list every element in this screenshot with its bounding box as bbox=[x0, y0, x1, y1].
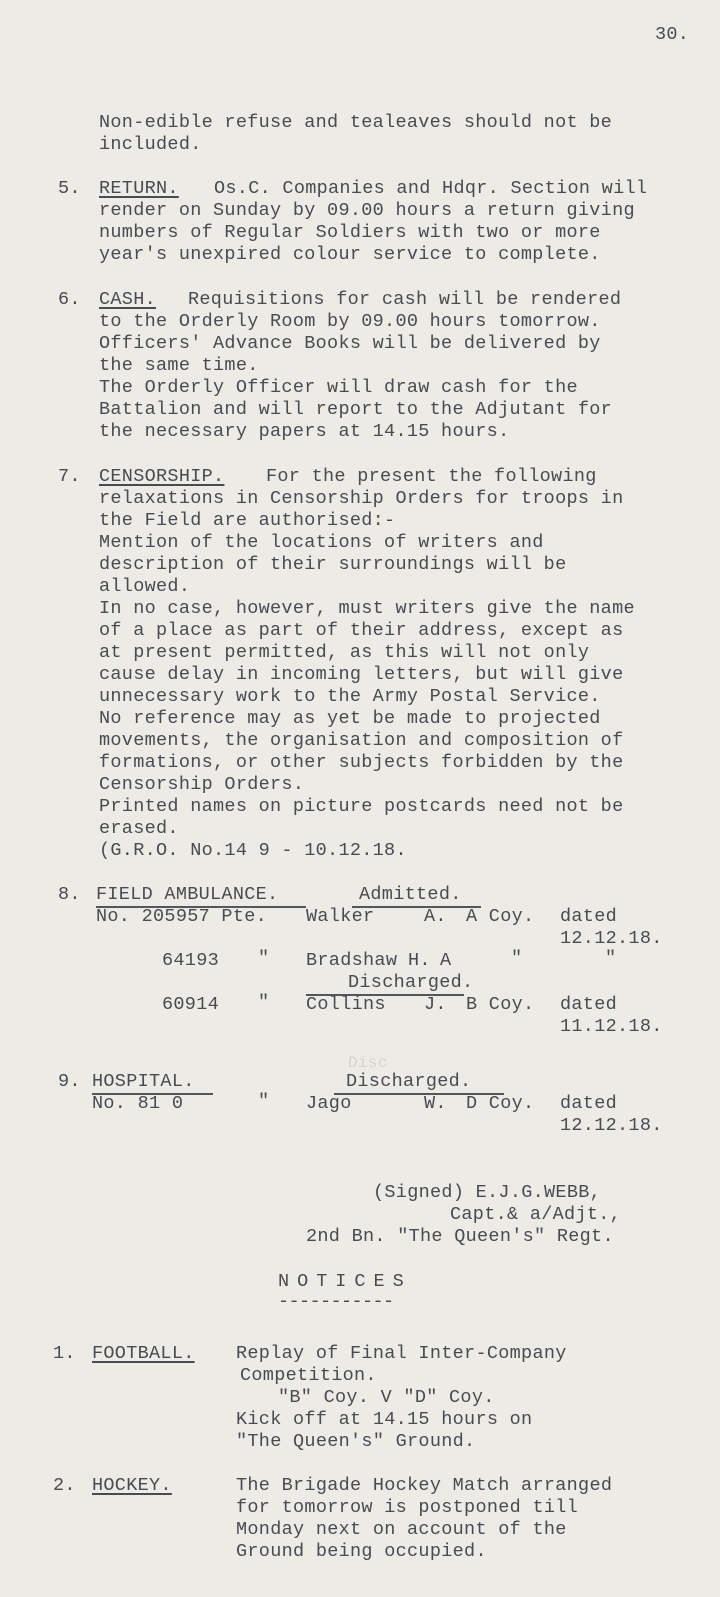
date: 11.12.18. bbox=[560, 1016, 663, 1037]
item-line: unnecessary work to the Army Postal Service. bbox=[99, 686, 601, 707]
service-number: 64193 bbox=[162, 950, 220, 971]
soldier-initials: J. bbox=[424, 994, 447, 1015]
item-line: Requisitions for cash will be rendered bbox=[188, 289, 622, 310]
soldier-company: A Coy. bbox=[466, 906, 535, 927]
item-number: 9. bbox=[58, 1071, 81, 1092]
item-line: year's unexpired colour service to complete. bbox=[99, 244, 601, 265]
service-number: No. 81 0 bbox=[92, 1093, 184, 1114]
notices-title: NOTICES bbox=[278, 1271, 412, 1292]
item-number: 5. bbox=[58, 178, 81, 199]
soldier-name: Jago bbox=[306, 1093, 352, 1114]
item-heading: HOSPITAL. bbox=[92, 1071, 195, 1092]
intro-line: Non-edible refuse and tealeaves should not be bbox=[99, 112, 613, 133]
dated-label: dated bbox=[560, 994, 618, 1015]
ditto-mark: " bbox=[258, 1091, 270, 1112]
item-heading: RETURN. bbox=[99, 178, 179, 199]
item-line: In no case, however, must writers give the name bbox=[99, 598, 635, 619]
item-number: 8. bbox=[58, 884, 81, 905]
item-line: the same time. bbox=[99, 355, 259, 376]
discharged-label: Discharged. bbox=[346, 1071, 472, 1092]
item-heading: CENSORSHIP. bbox=[99, 466, 225, 487]
item-line: Os.C. Companies and Hdqr. Section will bbox=[214, 178, 648, 199]
notice-line: The Brigade Hockey Match arranged bbox=[236, 1475, 613, 1496]
dated-label: dated bbox=[560, 1093, 618, 1114]
signature-line: 2nd Bn. "The Queen's" Regt. bbox=[306, 1226, 614, 1247]
admitted-label: Admitted. bbox=[359, 884, 462, 905]
ditto-mark: " bbox=[258, 992, 270, 1013]
item-line: numbers of Regular Soldiers with two or more bbox=[99, 222, 601, 243]
signature-line: (Signed) E.J.G.WEBB, bbox=[373, 1182, 602, 1203]
notice-line: Competition. bbox=[240, 1365, 377, 1386]
item-number: 6. bbox=[58, 289, 81, 310]
item-line: movements, the organisation and composition of bbox=[99, 730, 624, 751]
item-line: erased. bbox=[99, 818, 179, 839]
item-line: allowed. bbox=[99, 576, 191, 597]
item-line: Printed names on picture postcards need not be bbox=[99, 796, 624, 817]
ditto-mark: " bbox=[605, 948, 617, 969]
item-heading: CASH. bbox=[99, 289, 157, 310]
soldier-name: Walker bbox=[306, 906, 375, 927]
item-line: of a place as part of their address, except as bbox=[99, 620, 624, 641]
notice-heading: HOCKEY. bbox=[92, 1475, 172, 1496]
soldier-name: Bradshaw bbox=[306, 950, 398, 971]
soldier-company: B Coy. bbox=[466, 994, 535, 1015]
date: 12.12.18. bbox=[560, 1115, 663, 1136]
notices-underline: ----------- bbox=[278, 1291, 394, 1312]
soldier-company: A bbox=[440, 950, 452, 971]
soldier-initials: A. bbox=[424, 906, 447, 927]
ditto-mark: " bbox=[511, 948, 523, 969]
discharged-label: Discharged. bbox=[348, 972, 474, 993]
notice-heading: FOOTBALL. bbox=[92, 1343, 195, 1364]
notice-line: "The Queen's" Ground. bbox=[236, 1431, 476, 1452]
item-line: cause delay in incoming letters, but will give bbox=[99, 664, 624, 685]
item-line: For the present the following bbox=[266, 466, 597, 487]
item-line: The Orderly Officer will draw cash for the bbox=[99, 377, 578, 398]
notice-line: for tomorrow is postponed till bbox=[236, 1497, 579, 1518]
item-line: Battalion and will report to the Adjutant for bbox=[99, 399, 613, 420]
notice-number: 2. bbox=[53, 1475, 76, 1496]
notice-number: 1. bbox=[53, 1343, 76, 1364]
soldier-initials: H. bbox=[408, 950, 431, 971]
service-number: No. 205957 Pte. bbox=[96, 906, 268, 927]
soldier-initials: W. bbox=[424, 1093, 447, 1114]
item-line: Censorship Orders. bbox=[99, 774, 305, 795]
item-line: (G.R.O. No.14 9 - 10.12.18. bbox=[99, 840, 407, 861]
intro-line: included. bbox=[99, 134, 202, 155]
service-number: 60914 bbox=[162, 994, 220, 1015]
ditto-mark: " bbox=[258, 948, 270, 969]
item-line: No reference may as yet be made to projected bbox=[99, 708, 601, 729]
item-line: the Field are authorised:- bbox=[99, 510, 396, 531]
item-line: to the Orderly Room by 09.00 hours tomorrow. bbox=[99, 311, 601, 332]
item-line: Officers' Advance Books will be delivered by bbox=[99, 333, 601, 354]
item-heading: FIELD AMBULANCE. bbox=[96, 884, 279, 905]
notice-line: Monday next on account of the bbox=[236, 1519, 567, 1540]
notice-line: Kick off at 14.15 hours on bbox=[236, 1409, 533, 1430]
notice-line: Ground being occupied. bbox=[236, 1541, 487, 1562]
page-number: 30. bbox=[655, 24, 690, 45]
dated-label: dated bbox=[560, 906, 618, 927]
item-line: description of their surroundings will be bbox=[99, 554, 567, 575]
soldier-company: D Coy. bbox=[466, 1093, 535, 1114]
item-line: render on Sunday by 09.00 hours a return giving bbox=[99, 200, 635, 221]
date: 12.12.18. bbox=[560, 928, 663, 949]
soldier-name: Collins bbox=[306, 994, 386, 1015]
faint-strikethrough-text: Disc bbox=[348, 1054, 388, 1072]
item-line: relaxations in Censorship Orders for troops in bbox=[99, 488, 624, 509]
item-line: Mention of the locations of writers and bbox=[99, 532, 544, 553]
signature-line: Capt.& a/Adjt., bbox=[450, 1204, 622, 1225]
notice-line: Replay of Final Inter-Company bbox=[236, 1343, 567, 1364]
item-number: 7. bbox=[58, 466, 81, 487]
notice-line: "B" Coy. V "D" Coy. bbox=[278, 1387, 495, 1408]
item-line: the necessary papers at 14.15 hours. bbox=[99, 421, 510, 442]
item-line: at present permitted, as this will not only bbox=[99, 642, 590, 663]
item-line: formations, or other subjects forbidden by the bbox=[99, 752, 624, 773]
